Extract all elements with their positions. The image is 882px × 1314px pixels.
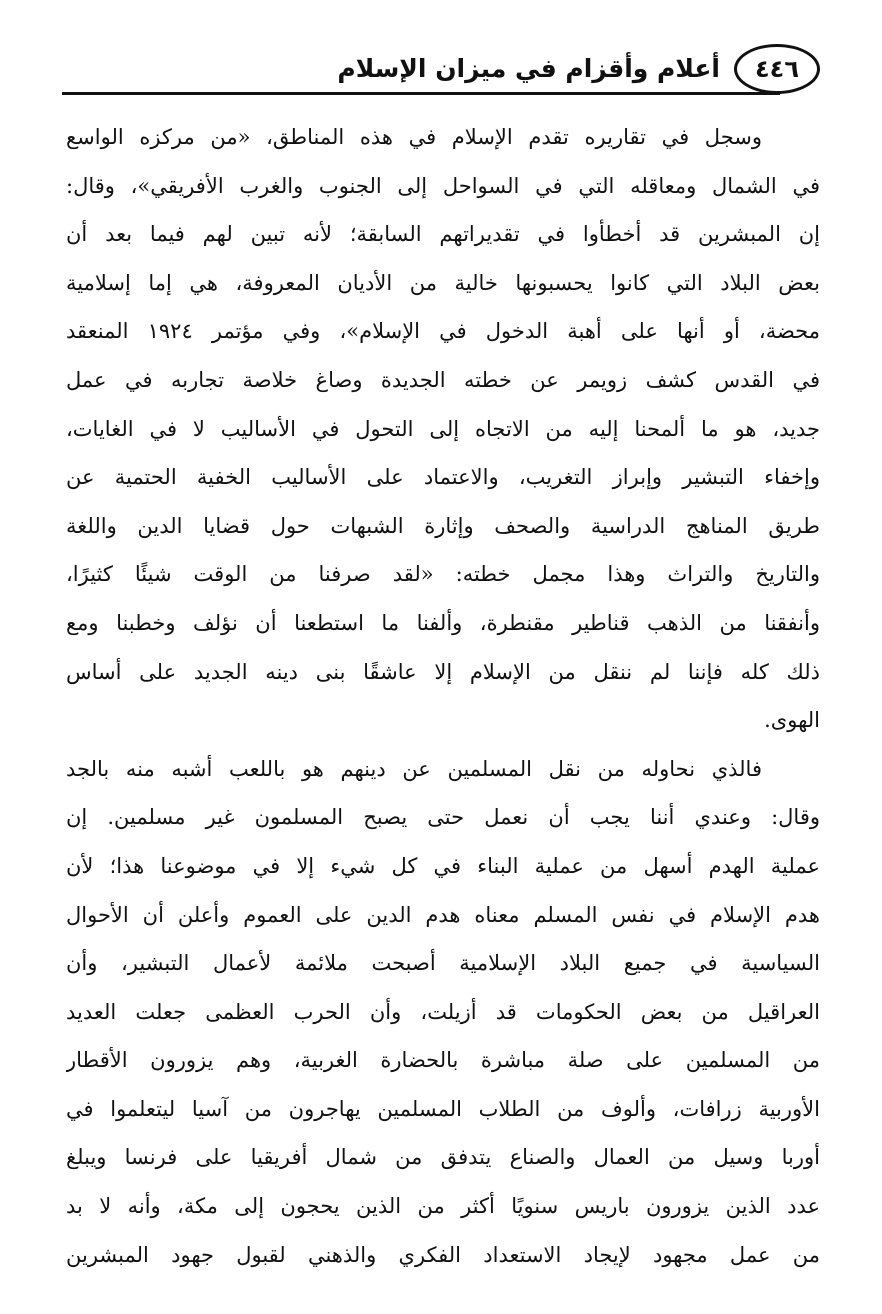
- text-line: بعض البلاد التي كانوا يحسبونها خالية من الأديان المعروفة، هي إما إسلامية: [66, 270, 820, 295]
- text-line: ذلك كله فإننا لم ننقل من الإسلام إلا عاشقًا بنى دينه الجديد على أساس: [66, 659, 820, 684]
- text-line: من عمل مجهود لإيجاد الاستعداد الفكري والذهني لقبول جهود المبشرين: [66, 1242, 820, 1267]
- text-line: الأوربية زرافات، وألوف من الطلاب المسلمين يهاجرون من آسيا ليتعلموا في: [66, 1096, 820, 1121]
- text-line: هدم الإسلام في نفس المسلم معناه هدم الدين على العموم وأعلن أن الأحوال: [66, 902, 820, 927]
- text-line: جديد، هو ما ألمحنا إليه من الاتجاه إلى التحول في الأساليب لا في الغايات،: [66, 416, 820, 441]
- text-line: السياسية في جميع البلاد الإسلامية أصبحت ملائمة لأعمال التبشير، وأن: [66, 951, 820, 976]
- running-title: أعلام وأقزام في ميزان الإسلام: [337, 54, 720, 83]
- text-line: وسجل في تقاريره تقدم الإسلام في هذه المناطق، «من مركزه الواسع: [66, 125, 762, 149]
- text-line: في القدس كشف زويمر عن خطته الجديدة وصاغ خلاصة تجاربه في عمل: [66, 367, 820, 392]
- text-line: عملية الهدم أسهل من عملية البناء في كل شيء إلا في موضوعنا هذا؛ لأن: [66, 853, 820, 878]
- text-line: محضة، أو أنها على أهبة الدخول في الإسلام»، وفي مؤتمر ١٩٢٤ المنعقد: [66, 319, 820, 344]
- text-line: إن المبشرين قد أخطأوا في تقديراتهم السابقة؛ لأنه تبين لهم فيما بعد أن: [66, 222, 820, 247]
- text-line: من المسلمين على صلة مباشرة بالحضارة الغربية، وهم يزورون الأقطار: [66, 1048, 820, 1073]
- page-header: [62, 40, 820, 100]
- page-number: ٤٤٦: [734, 44, 820, 94]
- body-text: [66, 113, 820, 1279]
- text-line: وأنفقنا من الذهب قناطير مقنطرة، وألفنا ما استطعنا أن نؤلف وخطبنا ومع: [66, 610, 820, 635]
- text-line: وإخفاء التبشير وإبراز التغريب، والاعتماد على الأساليب الخفية الحتمية عن: [66, 465, 820, 490]
- text-line: فالذي نحاوله من نقل المسلمين عن دينهم هو باللعب أشبه منه بالجد: [66, 756, 762, 781]
- text-line: العراقيل من بعض الحكومات قد أزيلت، وأن الحرب العظمى جعلت العديد: [66, 999, 820, 1024]
- text-line: أوربا وسيل من العمال والصناع يتدفق من شمال أفريقيا على فرنسا ويبلغ: [66, 1145, 820, 1170]
- text-line: طريق المناهج الدراسية والصحف وإثارة الشبهات حول قضايا الدين واللغة: [66, 513, 820, 538]
- text-line: في الشمال ومعاقله التي في السواحل إلى الجنوب والغرب الأفريقي»، وقال:: [66, 173, 820, 198]
- header-rule: [62, 92, 780, 95]
- text-line: وقال: وعندي أننا يجب أن نعمل حتى يصبح المسلمون غير مسلمين. إن: [66, 805, 820, 830]
- text-line: الهوى.: [764, 708, 820, 733]
- text-line: والتاريخ والتراث وهذا مجمل خطته: «لقد صرفنا من الوقت شيئًا كثيرًا،: [66, 562, 820, 587]
- text-line: عدد الذين يزورون باريس سنويًا أكثر من الذين يحجون إلى مكة، وأنه لا بد: [66, 1194, 820, 1219]
